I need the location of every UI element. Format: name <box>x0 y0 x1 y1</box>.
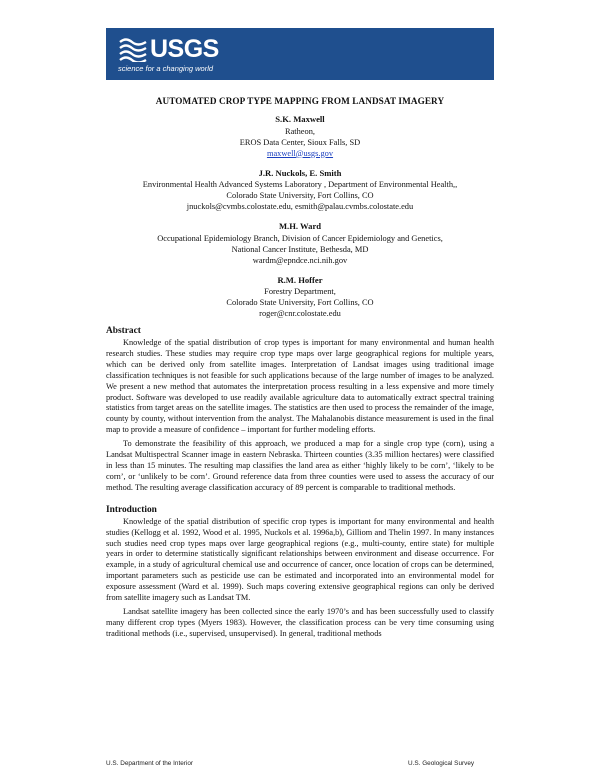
introduction-paragraph: Knowledge of the spatial distribution of specific crop types is important for many environmental and health studies (Kellogg et al. 1992, Wood et al. 1995, Nuckols et al. 1996a,b), Gilliom and Thelin 1997. In many instances such studies need crop types maps over large geographical regions (e.g., multi-county, entire state) for multiple years in order to determine statistically significant relationships between environment and disease occurrence. For example, in a study of agricultural chemical use and occurrence of cancer, once location of crops can be determined, important parameters such as pesticide use can be estimated and incorporated into an environmental model for exposure assessment (Ward et al. 1999). Such maps covering extensive geographical regions can only be derived from satellite imagery such as Landsat TM. <box>106 516 494 603</box>
author-affiliation: National Cancer Institute, Bethesda, MD <box>231 244 369 254</box>
author-affiliation: Colorado State University, Fort Collins, CO <box>226 191 374 200</box>
footer-right: U.S. Geological Survey <box>408 760 475 767</box>
author-email: jnuckols@cvmbs.colostate.edu, esmith@palau.cvmbs.colostate.edu <box>186 202 414 211</box>
author-affiliation: Occupational Epidemiology Branch, Division of Cancer Epidemiology and Genetics, <box>157 233 443 243</box>
author-affiliation: Forestry Department, <box>264 287 336 296</box>
author-name: J.R. Nuckols, E. Smith <box>258 167 342 178</box>
usgs-logo-text: USGS <box>150 35 219 63</box>
author-email-link[interactable]: maxwell@usgs.gov <box>266 148 334 158</box>
introduction-heading: Introduction <box>106 504 157 515</box>
abstract-paragraph: Knowledge of the spatial distribution of crop types is important for many environmental and human health research studies. These studies may require crop type maps over large geographical regions for multiple years, which can be derived only from satellite images. Interpretation of Landsat images using traditional image classification techniques is not feasible for such applications because of the large number of images to be analyzed. We present a new method that automates the interpretation process resulting in a less expensive and more timely product. Software was developed to use readily available agriculture data to automatically extract spectral training statistics from target areas on the satellite images. The statistics are then used to process the remainder of the image, county by county, without intervention from the analyst. The Mahalanobis distance measurement is used in the final map to provide a measure of confidence – important for further modeling efforts. <box>106 338 494 435</box>
author-block <box>106 114 494 328</box>
footer-left: U.S. Department of the Interior <box>106 760 194 767</box>
author-affiliation: Colorado State University, Fort Collins, CO <box>226 298 374 307</box>
abstract-heading: Abstract <box>106 326 141 336</box>
author-affiliation: Ratheon, <box>284 126 315 136</box>
author-name: M.H. Ward <box>278 221 322 231</box>
author-1 <box>106 114 494 159</box>
author-2 <box>106 168 494 213</box>
usgs-banner <box>106 28 494 80</box>
author-affiliation: Environmental Health Advanced Systems Laboratory , Department of Environmental Health,, <box>142 180 458 189</box>
abstract-paragraph: To demonstrate the feasibility of this approach, we produced a map for a single crop type (corn), using a Landsat Multispectral Scanner image in eastern Nebraska. Thirteen counties (3.35 million hectares) were classified in less than 15 minutes. The resulting map classifies the land area as either ‘highly likely to be corn’, ‘likely to be corn’, or ‘unlikely to be corn’. Ground reference data from three counties were used to assess the accuracy of our method. The resulting average classification accuracy of 89 percent is comparable to traditional methods. <box>106 439 494 492</box>
author-affiliation: EROS Data Center, Sioux Falls, SD <box>239 137 361 147</box>
author-email: roger@cnr.colostate.edu <box>259 309 341 318</box>
usgs-wave-icon <box>118 36 148 62</box>
usgs-tagline: science for a changing world <box>118 64 214 73</box>
author-3 <box>106 221 494 266</box>
author-email: wardm@epndce.nci.nih.gov <box>252 255 348 265</box>
introduction-paragraph: Landsat satellite imagery has been collected since the early 1970’s and has been successfully used to classify many different crop types (Myers 1983). However, the classification process can be very time consuming using traditional methods (i.e., supervised, unsupervised). In general, traditional methods <box>106 606 494 638</box>
author-4 <box>106 275 494 320</box>
author-name: R.M. Hoffer <box>277 274 323 285</box>
paper-body <box>106 326 494 643</box>
paper-title: AUTOMATED CROP TYPE MAPPING FROM LANDSAT IMAGERY <box>155 96 445 106</box>
author-name: S.K. Maxwell <box>275 114 325 124</box>
